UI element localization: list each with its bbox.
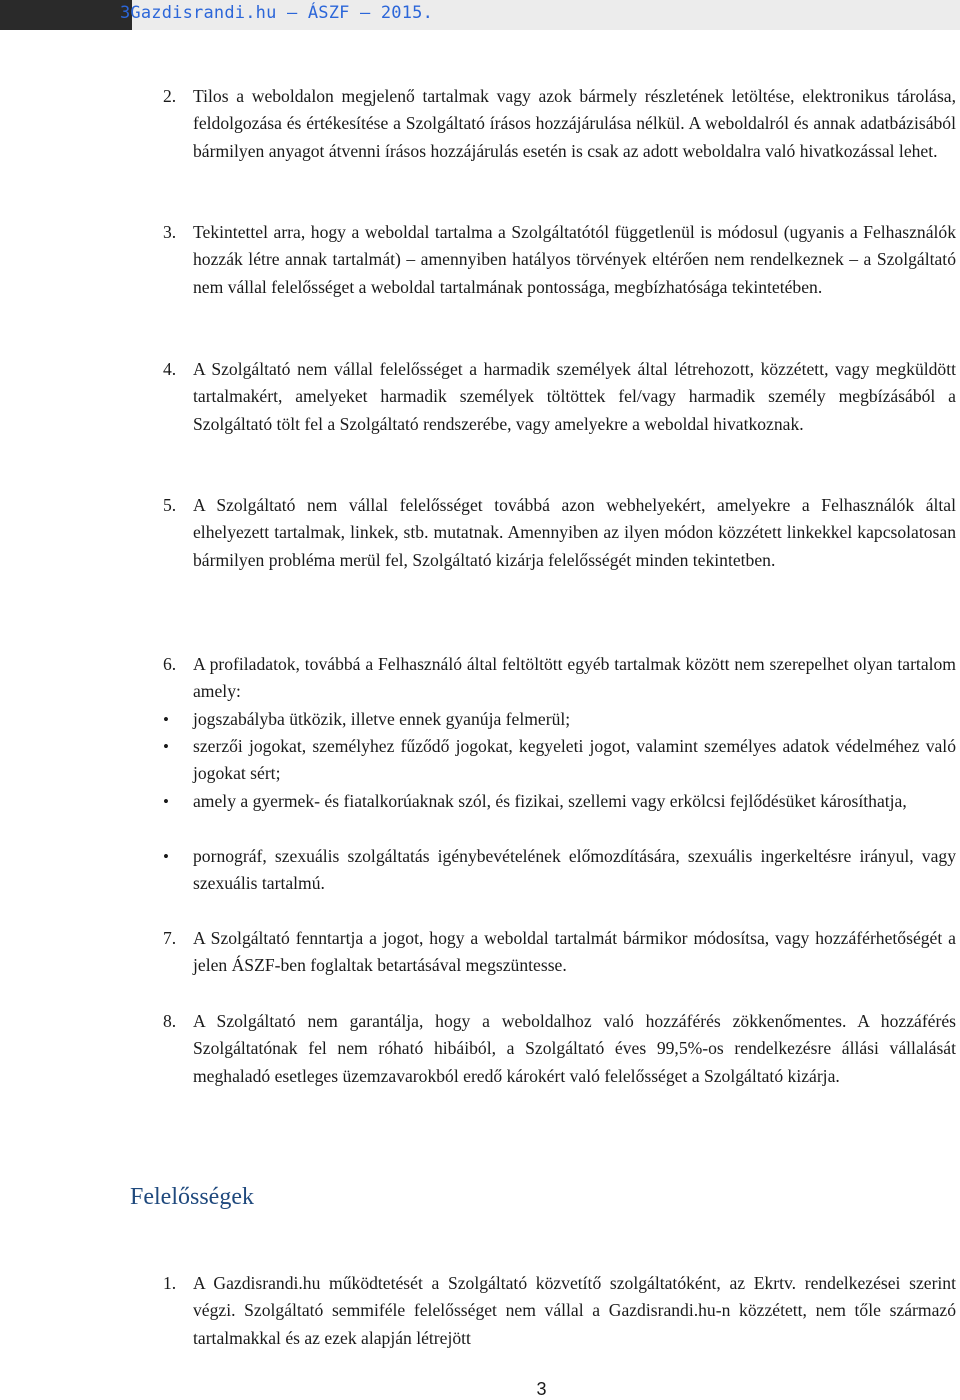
list-item-text: Tilos a weboldalon megjelenő tartalmak vagy azok bármely részletének letöltése, elektronikus tárolása, feldolgozása és értékesítése a Szolgáltató írásos hozzájárulása nélkül. A weboldalról és annak adatbázisából bármilyen anyagot átvenni írásos hozzájárulás esetén is csak az adott weboldalra való hivatkozással lehet. bbox=[193, 86, 956, 161]
bullet-icon: • bbox=[163, 847, 169, 866]
list-number: 7. bbox=[163, 928, 177, 948]
bullet-icon: • bbox=[163, 792, 169, 811]
bullet-text: amely a gyermek- és fiatalkorúaknak szól, és fizikai, szellemi vagy erkölcsi fejlődésüket károsíthatja, bbox=[193, 791, 907, 811]
list-item-text: Tekintettel arra, hogy a weboldal tartalma a Szolgáltatótól függetlenül is módosul (ugyanis a Felhasználók hozzák létre annak tartalmát) – amennyiben hatályos törvények eltérően nem rendelkeznek – a Szolgáltató nem vállal felelősséget a weboldal tartalmának pontossága, megbízhatósága tekintetében. bbox=[193, 222, 956, 297]
section-list-item-1 bbox=[163, 1270, 956, 1352]
list-item-text: A Szolgáltató nem vállal felelősséget továbbá azon webhelyekért, amelyekre a Felhasználók által elhelyezett tartalmak, linkek, stb. mutatnak. Amennyiben az ilyen módon közzétett linkekkel kapcsolatosan bármilyen probléma merül fel, Szolgáltató kizárja felelősségét minden tekintetben. bbox=[193, 495, 956, 570]
list-number: 1. bbox=[163, 1273, 177, 1293]
list-number: 5. bbox=[163, 495, 177, 515]
section-title: Felelősségek bbox=[130, 1184, 254, 1210]
bullet-text: jogszabályba ütközik, illetve ennek gyanúja felmerül; bbox=[193, 709, 571, 729]
list-number: 3. bbox=[163, 222, 177, 242]
list-item-2 bbox=[163, 83, 956, 165]
list-item-text: A profiladatok, továbbá a Felhasználó által feltöltött egyéb tartalmak között nem szerepelhet olyan tartalom amely: bbox=[193, 654, 956, 702]
list-item-text: A Szolgáltató nem garantálja, hogy a weboldalhoz való hozzáférés zökkenőmentes. A hozzáférés Szolgáltatónak fel nem róható hibáiból, a Szolgáltató éves 99,5%-os rendelkezésre állási vállalását meghaladó esetleges üzemzavarokból eredő károkért való felelősséget a Szolgáltató kizárja. bbox=[193, 1011, 956, 1086]
list-item-7 bbox=[163, 925, 956, 980]
header-dark-bar bbox=[0, 0, 132, 30]
list-item-3 bbox=[163, 219, 956, 301]
bullet-icon: • bbox=[163, 710, 169, 729]
list-item-5 bbox=[163, 492, 956, 574]
bullet-item bbox=[163, 706, 956, 733]
list-item-text: A Szolgáltató fenntartja a jogot, hogy a weboldal tartalmát bármikor módosítsa, vagy hozzáférhetőségét a jelen ÁSZF-ben foglaltak betartásával megszüntesse. bbox=[193, 928, 956, 976]
bullet-text: pornográf, szexuális szolgáltatás igénybevételének előmozdítására, szexuális ingerkeltésre irányul, vagy szexuális tartalmú. bbox=[193, 846, 956, 894]
list-item-4 bbox=[163, 356, 956, 438]
list-number: 6. bbox=[163, 654, 177, 674]
list-number: 8. bbox=[163, 1011, 177, 1031]
page-number: 3 bbox=[536, 1379, 547, 1399]
bullet-item bbox=[163, 733, 956, 788]
list-item-text: A Szolgáltató nem vállal felelősséget a harmadik személyek által létrehozott, közzétett, vagy megküldött tartalmakért, amelyeket harmadik személyek töltöttek fel/vagy harmadik személy megbízásából a Szolgáltató tölt fel a Szolgáltató rendszerébe, vagy amelyekre a weboldal hivatkoznak. bbox=[193, 359, 956, 434]
list-number: 4. bbox=[163, 359, 177, 379]
header-title: 3Gazdisrandi.hu – ÁSZF – 2015. bbox=[120, 3, 434, 23]
list-item-6 bbox=[163, 651, 956, 706]
list-number: 2. bbox=[163, 86, 177, 106]
list-item-text: A Gazdisrandi.hu működtetését a Szolgáltató közvetítő szolgáltatóként, az Ekrtv. rendelkezései szerint végzi. Szolgáltató semmiféle felelősséget nem vállal a Gazdisrandi.hu-n közzétett, nem tőle származó tartalmakkal és az ezek alapján létrejött bbox=[193, 1273, 956, 1348]
bullet-icon: • bbox=[163, 737, 169, 756]
bullet-text: szerzői jogokat, személyhez fűződő jogokat, kegyeleti jogot, valamint személyes adatok védelméhez való jogokat sért; bbox=[193, 736, 956, 784]
bullet-item bbox=[163, 843, 956, 898]
list-item-8 bbox=[163, 1008, 956, 1090]
bullet-item bbox=[163, 788, 956, 815]
page-header bbox=[0, 0, 960, 30]
